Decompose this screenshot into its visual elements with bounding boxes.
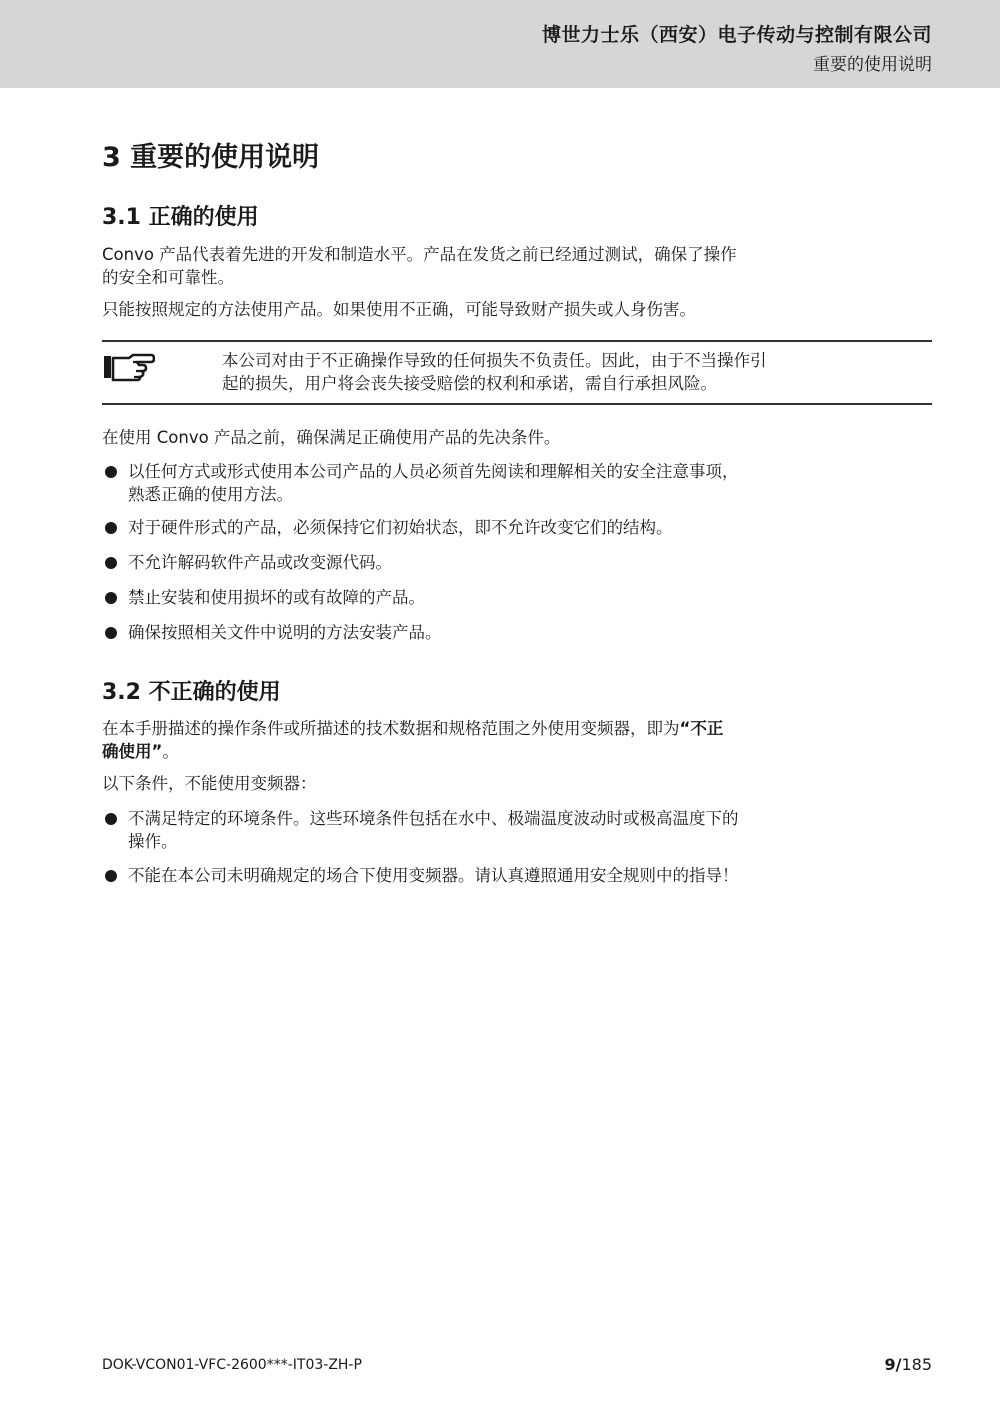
list-item-line: 操作。 (128, 832, 178, 851)
list-item-text: 确保按照相关文件中说明的方法安装产品。 (128, 623, 442, 642)
paragraph-line (102, 717, 932, 740)
bullet-icon (105, 592, 117, 604)
list-item-line: 熟悉正确的使用方法。 (128, 485, 293, 504)
list-item-text: 对于硬件形式的产品，必须保持它们初始状态，即不允许改变它们的结构。 (128, 518, 673, 537)
bullet-icon (105, 627, 117, 639)
paragraph: 在使用 Convo 产品之前，确保满足正确使用产品的先决条件。 (102, 428, 561, 447)
document-id: DOK-VCON01-VFC-2600***-IT03-ZH-P (102, 1357, 362, 1373)
emphasis-text: “不正 (679, 719, 724, 738)
pointing-hand-icon (103, 352, 155, 382)
emphasis-text: 确使用” (102, 742, 163, 761)
note-line: 起的损失，用户将会丧失接受赔偿的权利和承诺，需自行承担风险。 (222, 374, 717, 393)
bullet-icon (105, 870, 117, 882)
bullet-icon (105, 813, 117, 825)
company-name: 博世力士乐（西安）电子传动与控制有限公司 (541, 24, 932, 46)
note-line: 本公司对由于不正确操作导致的任何损失不负责任。因此，由于不当操作引 (222, 351, 767, 370)
page-header (0, 0, 1000, 88)
note-text (222, 349, 934, 395)
note-bottom-divider (102, 403, 932, 405)
page-separator: / (895, 1355, 902, 1374)
list-item-text: 不允许解码软件产品或改变源代码。 (128, 553, 392, 572)
bullet-icon (105, 557, 117, 569)
page-current: 9 (884, 1355, 896, 1374)
paragraph-text: 。 (162, 742, 179, 761)
note-top-divider (102, 340, 932, 342)
list-item-text (128, 460, 739, 506)
paragraph-line: 的安全和可靠性。 (102, 268, 234, 287)
paragraph: 以下条件，不能使用变频器： (102, 774, 317, 793)
paragraph-text: 在本手册描述的操作条件或所描述的技术数据和规格范围之外使用变频器，即为 (102, 719, 680, 738)
chapter-title: 3 重要的使用说明 (102, 142, 320, 173)
page-total: 185 (901, 1355, 932, 1374)
list-item-line: 不满足特定的环境条件。这些环境条件包括在水中、极端温度波动时或极高温度下的 (128, 809, 739, 828)
paragraph: 只能按照规定的方法使用产品。如果使用不正确，可能导致财产损失或人身伤害。 (102, 300, 696, 319)
section-title-incorrect-use: 3.2 不正确的使用 (102, 680, 281, 705)
bullet-icon (105, 466, 117, 478)
paragraph-line: Convo 产品代表着先进的开发和制造水平。产品在发货之前已经通过测试，确保了操作 (102, 245, 737, 264)
paragraph (102, 717, 932, 763)
page-number (884, 1355, 932, 1374)
list-item-text: 禁止安装和使用损坏的或有故障的产品。 (128, 588, 425, 607)
section-title-correct-use: 3.1 正确的使用 (102, 205, 259, 230)
paragraph (102, 243, 932, 289)
list-item-text: 不能在本公司未明确规定的场合下使用变频器。请认真遵照通用安全规则中的指导！ (128, 866, 739, 885)
list-item-text (128, 807, 739, 853)
bullet-icon (105, 522, 117, 534)
header-section-title: 重要的使用说明 (813, 55, 932, 75)
list-item-line: 以任何方式或形式使用本公司产品的人员必须首先阅读和理解相关的安全注意事项， (128, 462, 739, 481)
paragraph-line (102, 740, 932, 763)
